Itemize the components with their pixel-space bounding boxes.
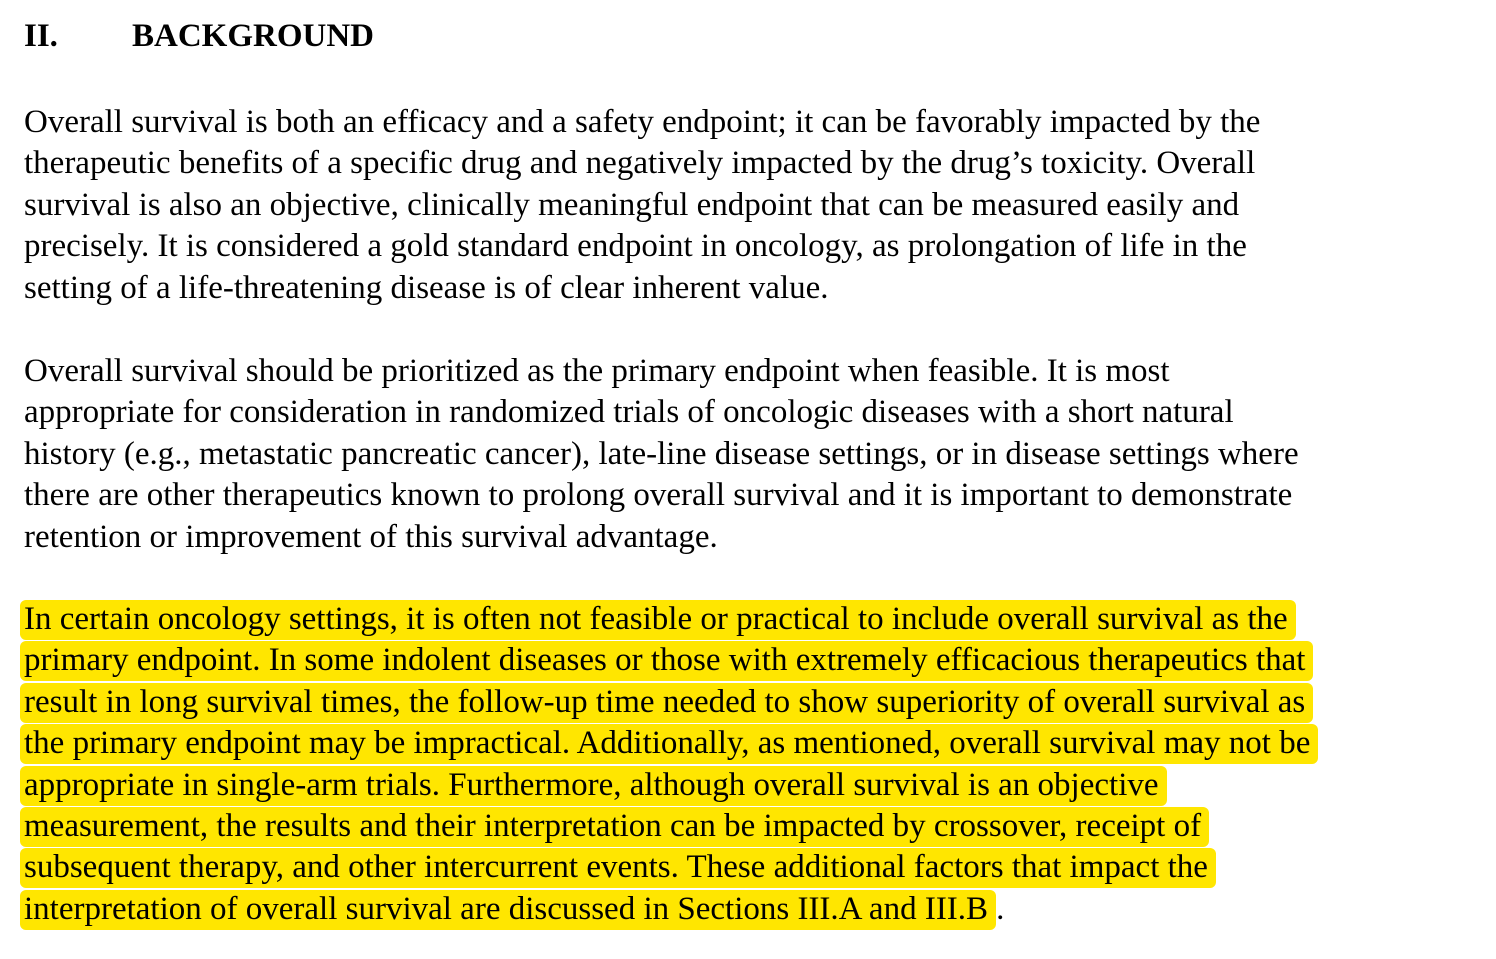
highlighted-line: the primary endpoint may be impractical. Additionally, as mentioned, overall survival may not be	[20, 724, 1318, 764]
highlighted-line: In certain oncology settings, it is often not feasible or practical to include overall survival as the	[20, 600, 1296, 640]
paragraph-line: Overall survival should be prioritized as the primary endpoint when feasible. It is most	[24, 353, 1170, 389]
paragraph-line: there are other therapeutics known to prolong overall survival and it is important to demonstrate	[24, 477, 1293, 514]
section-heading	[24, 14, 374, 58]
paragraph-line: appropriate for consideration in randomized trials of oncologic diseases with a short natural	[24, 394, 1234, 431]
paragraph-2	[24, 351, 1299, 558]
section-number: II.	[24, 18, 58, 54]
highlighted-line: subsequent therapy, and other intercurrent events. These additional factors that impact the	[20, 848, 1216, 888]
paragraph-line: history (e.g., metastatic pancreatic cancer), late-line disease settings, or in disease settings where	[24, 435, 1299, 472]
paragraph-line: Overall survival is both an efficacy and a safety endpoint; it can be favorably impacted by the	[24, 104, 1261, 140]
paragraph-line: therapeutic benefits of a specific drug and negatively impacted by the drug’s toxicity. Overall	[24, 145, 1256, 182]
highlighted-line: appropriate in single-arm trials. Furthermore, although overall survival is an objective	[20, 766, 1167, 806]
highlighted-line: result in long survival times, the follow-up time needed to show superiority of overall survival as	[20, 683, 1313, 723]
paragraph-line: setting of a life-threatening disease is of clear inherent value.	[24, 269, 829, 306]
trailing-period: .	[996, 890, 1005, 927]
highlighted-line: measurement, the results and their interpretation can be impacted by crossover, receipt of	[20, 807, 1209, 847]
section-title: BACKGROUND	[132, 18, 375, 54]
paragraph-1	[24, 102, 1260, 309]
paragraph-line: survival is also an objective, clinically meaningful endpoint that can be measured easily and	[24, 186, 1240, 223]
paragraph-3-highlighted	[24, 599, 1318, 930]
highlighted-line: primary endpoint. In some indolent diseases or those with extremely efficacious therapeutics that	[20, 641, 1313, 681]
paragraph-line: precisely. It is considered a gold standard endpoint in oncology, as prolongation of life in the	[24, 228, 1247, 265]
paragraph-line: retention or improvement of this survival advantage.	[24, 518, 718, 555]
highlighted-line: interpretation of overall survival are discussed in Sections III.A and III.B	[20, 890, 996, 930]
